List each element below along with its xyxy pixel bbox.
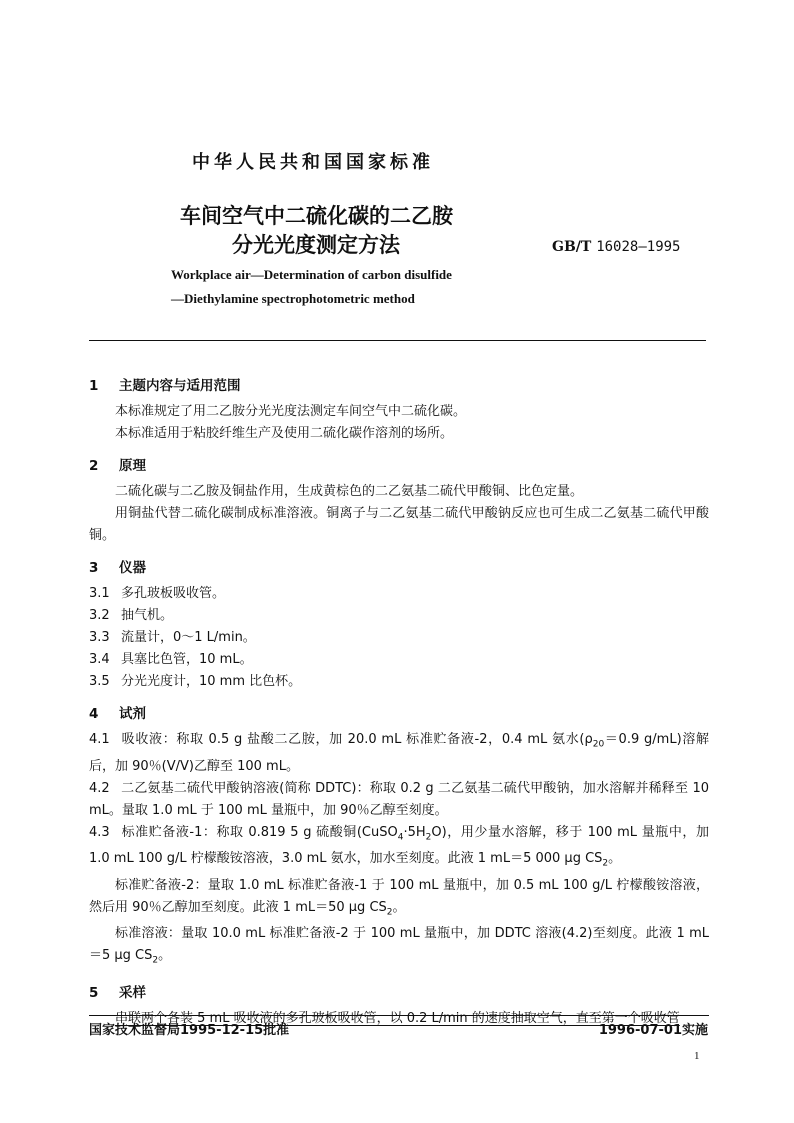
section-heading-1: 1 主题内容与适用范围: [89, 378, 241, 394]
paragraph: 本标准规定了用二乙胺分光光度法测定车间空气中二硫化碳。: [115, 404, 467, 419]
list-item: 3.3 流量计，0～1 L/min。: [89, 630, 256, 645]
section-heading-3: 3 仪器: [89, 560, 146, 576]
paragraph: 本标准适用于粘胶纤维生产及使用二硫化碳作溶剂的场所。: [115, 426, 454, 441]
title-line-1: 车间空气中二硫化碳的二乙胺: [180, 204, 453, 228]
paragraph: 标准溶液：量取 10.0 mL 标准贮备液-2 于 100 mL 量瓶中，加 DDTC 溶液(4.2)至刻度。此液 1 mL＝5 μg $CS_2$。: [89, 926, 709, 966]
english-title-line-1: Workplace air—Determination of carbon disulfide: [171, 267, 452, 282]
list-item: 3.4 具塞比色管，10 mL。: [89, 652, 253, 667]
section-heading-4: 4 试剂: [89, 706, 146, 722]
reagent-item-4-1: 4.1 吸收液：称取 0.5 g 盐酸二乙胺，加 20.0 mL 标准贮备液-2，0.4 mL 氨水($\rho_{20}=0.9$ g/mL)溶解后，加 90％(V/V)乙醇至 100 mL。: [89, 732, 709, 774]
code-number: 16028—1995: [596, 239, 681, 255]
document-body: [89, 375, 709, 1030]
list-item: 3.5 分光光度计，10 mm 比色杯。: [89, 674, 302, 689]
section-heading-2: 2 原理: [89, 458, 146, 474]
code-prefix: GB/T: [552, 239, 592, 255]
implementation-date: 1996-07-01实施: [598, 1023, 708, 1038]
approval-date: 国家技术监督局1995-12-15批准: [89, 1023, 290, 1038]
paragraph: 标准贮备液-2：量取 1.0 mL 标准贮备液-1 于 100 mL 量瓶中，加 0.5 mL 100 g/L 柠檬酸铵溶液，然后用 90％乙醇加至刻度。此液 1 mL＝50 μg $CS_2$。: [89, 877, 709, 918]
page-number: 1: [694, 1050, 700, 1062]
reagent-item-4-2: 4.2 二乙氨基二硫代甲酸钠溶液(简称 DDTC)：称取 0.2 g 二乙氨基二硫代甲酸钠，加水溶解并稀释至 10 mL。量取 1.0 mL 于 100 mL 量瓶中，加 90％乙醇至刻度。: [89, 780, 709, 818]
header-divider: [89, 340, 706, 341]
title-line-2: 分光光度测定方法: [232, 233, 400, 257]
list-item: 3.2 抽气机。: [89, 608, 174, 623]
english-title-line-2: —Diethylamine spectrophotometric method: [171, 291, 415, 306]
reagent-item-4-3: 4.3 标准贮备液-1：称取 0.819 5 g 硫酸铜$(CuSO_4\cdot 5H_2O)$，用少量水溶解，移于 100 mL 量瓶中，加 1.0 mL 100 g/L 柠檬酸铵溶液，3.0 mL 氨水，加水至刻度。此液 1 mL＝5 000 μg $CS_2$。: [89, 824, 710, 869]
footer-divider: [89, 1015, 709, 1016]
national-standard-heading: 中华人民共和国国家标准: [192, 152, 434, 173]
paragraph: 二硫化碳与二乙胺及铜盐作用，生成黄棕色的二乙氨基二硫代甲酸铜、比色定量。: [115, 484, 584, 499]
paragraph: 用铜盐代替二硫化碳制成标准溶液。铜离子与二乙氨基二硫代甲酸钠反应也可生成二乙氨基二硫代甲酸铜。: [89, 506, 709, 543]
paragraph: 串联两个各装 5 mL 吸收液的多孔玻板吸收管，以 0.2 L/min 的速度抽取空气，直至第一个吸收管: [115, 1010, 680, 1026]
standard-code: [552, 239, 681, 255]
list-item: 3.1 多孔玻板吸收管。: [89, 586, 226, 601]
section-heading-5: 5 采样: [89, 984, 146, 1001]
